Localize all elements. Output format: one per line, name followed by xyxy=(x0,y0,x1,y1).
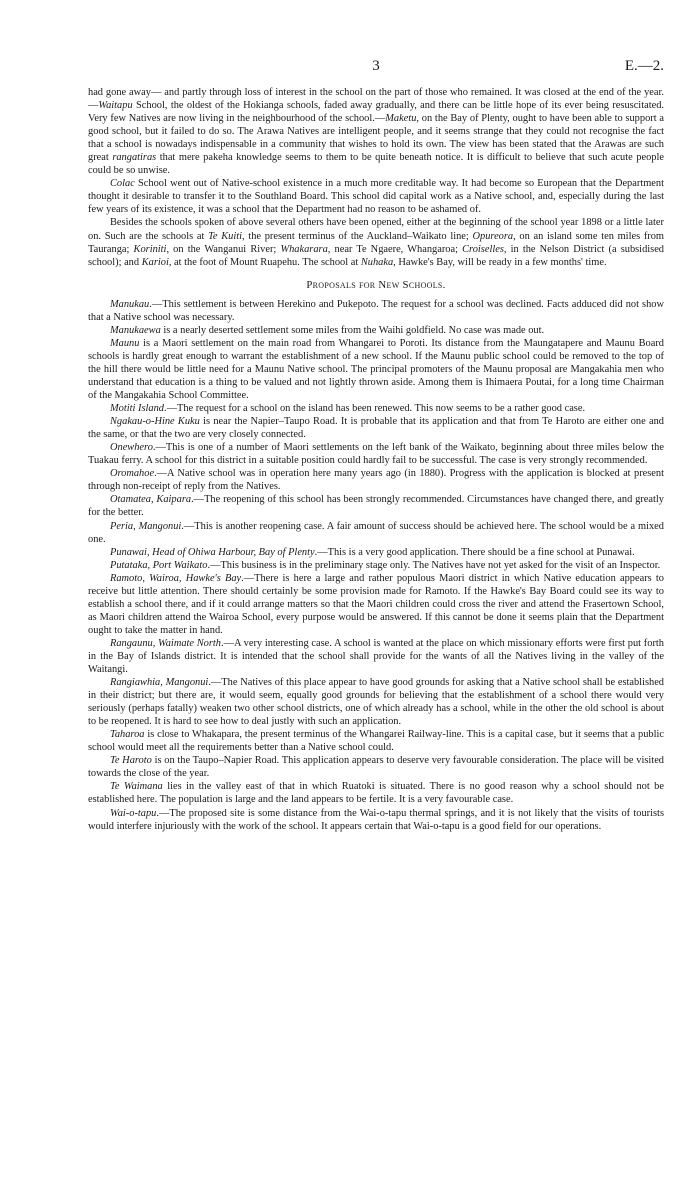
proposals-list xyxy=(88,298,664,833)
body-text: .—The proposed site is some distance from the Wai-o-tapu thermal springs, and it is not likely that the visits of tourists would interfere injuriously with the work of the school. It appears certain that Wai-o-tapu is a good field for our operations. xyxy=(88,807,664,832)
proposal-paragraph xyxy=(88,520,664,546)
italic-text: Punawai, Head of Ohiwa Harbour, Bay of Plenty xyxy=(110,546,315,558)
page-number: 3 xyxy=(372,58,380,74)
body-text: lies in the valley east of that in which Ruatoki is situated. There is no good reason why a school should not be established here. The population is large and the land appears to be fertile. It is a very favourable case. xyxy=(88,781,664,806)
proposal-paragraph xyxy=(88,441,664,467)
italic-text: Manukaewa xyxy=(110,324,161,336)
body-text: is on the Taupo–Napier Road. This application appears to deserve very favourable consideration. The place will be visited towards the close of the year. xyxy=(88,755,664,780)
proposal-paragraph xyxy=(88,780,664,806)
italic-text: Otamatea, Kaipara xyxy=(110,494,192,506)
italic-text: Colac xyxy=(110,178,135,190)
italic-text: Onewhero xyxy=(110,442,153,454)
proposal-paragraph xyxy=(88,546,664,559)
body-text: School, the oldest of the Hokianga schools, faded away gradually, and there can be little hope of its ever being resuscitated. Very few Natives are now living in the neighbourhood of the school.— xyxy=(88,100,664,125)
italic-text: Motiti Island xyxy=(110,403,164,415)
italic-text: Te Haroto xyxy=(110,755,152,767)
proposal-paragraph xyxy=(88,572,664,637)
body-text: , on the Wanganui River; xyxy=(166,243,281,255)
italic-text: rangatiras xyxy=(112,152,157,164)
body-text: , on the Bay of Plenty, ought to have been able to support a good school, but it failed to do so. The Arawa Natives are intelligent people, and it seems strange that they could not recognise the fact that a school is nowadays indispensable in a community that wishes to hold its own. The view has been stated that the Arawas are such great xyxy=(88,113,664,164)
italic-text: Oromahoe xyxy=(110,468,155,480)
body-text: .—This settlement is between Herekino and Pukepoto. The request for a school was declined. Facts adduced did not show that a Native school was necessary. xyxy=(88,298,664,323)
italic-text: Koriniti xyxy=(133,243,167,255)
intro-paragraph-1 xyxy=(88,86,664,177)
body-text: that mere pakeha knowledge seems to them to be quite beneath notice. It is difficult to believe that such acute people could be so unwise. xyxy=(88,152,664,177)
italic-text: Waitapu xyxy=(98,100,133,112)
italic-text: Rangiawhia, Mangonui xyxy=(110,677,209,689)
italic-text: Peria, Mangonui xyxy=(110,520,182,532)
italic-text: Croiselles xyxy=(462,243,504,255)
document-body xyxy=(88,86,664,833)
body-text: , on an island some ten miles from Tauranga; xyxy=(88,230,665,255)
body-text: .—This is a very good application. There should be a fine school at Punawai. xyxy=(314,546,635,558)
proposal-paragraph xyxy=(88,493,664,519)
body-text: Besides the schools spoken of above several others have been opened, either at the beginning of the school year 1898 or a little later on. Such are the schools at xyxy=(88,217,664,242)
italic-text: Karioi xyxy=(141,256,169,268)
body-text: , in the Nelson District (a subsidised school); and xyxy=(88,243,665,268)
body-text: , at the foot of Mount Ruapehu. The school at xyxy=(168,256,361,268)
italic-text: Nuhaka xyxy=(360,256,394,268)
italic-text: Opureora xyxy=(472,230,514,242)
body-text: .—This is another reopening case. A fair amount of success should be achieved here. The school would be a mixed one. xyxy=(88,520,664,545)
italic-text: Manukau xyxy=(110,298,150,310)
proposal-paragraph xyxy=(88,676,664,728)
italic-text: Maunu xyxy=(110,337,140,349)
proposal-paragraph xyxy=(88,467,664,493)
intro-paragraph-2 xyxy=(88,177,664,216)
section-heading: Proposals for New Schools. xyxy=(306,278,446,291)
proposal-paragraph xyxy=(88,402,664,415)
italic-text: Whakarara xyxy=(280,243,328,255)
proposal-paragraph xyxy=(88,754,664,780)
intro-paragraph-3 xyxy=(88,216,664,268)
proposal-paragraph xyxy=(88,728,664,754)
proposal-paragraph xyxy=(88,298,664,324)
body-text: is close to Whakapara, the present terminus of the Whangarei Railway-line. This is a capital case, but it seems that a public school would meet all the requirements better than a Native school could. xyxy=(88,729,664,754)
body-text: .—There is here a large and rather populous Maori district in which Native education appears to receive but little attention. There should certainly be some provision made for Ramoto. If the Hawke's Bay Board could see its way to establish a school there, and if it could arrange matters so that the Maori children could cross the river and attend the Frasertown School, as Maori children attend the Wairoa School, every purpose would be answered. If this cannot be done it seems plain that the Department ought to take the matter in hand. xyxy=(88,572,664,636)
body-text: .—The request for a school on the island has been renewed. This now seems to be a rather good case. xyxy=(163,403,586,415)
proposal-paragraph xyxy=(88,324,664,337)
body-text: .—A very interesting case. A school is wanted at the place on which missionary efforts were first put forth in the Bay of Islands district. It is intended that the school shall provide for the wants of all the Natives living in the valley of the Waitangi. xyxy=(88,637,664,676)
italic-text: Te Waimana xyxy=(110,781,163,793)
italic-text: Ngakau-o-Hine Kuku xyxy=(110,416,200,428)
body-text: , the present terminus of the Auckland–Waikato line; xyxy=(242,230,473,242)
body-text: , Hawke's Bay, will be ready in a few months' time. xyxy=(393,256,607,268)
italic-text: Rangaunu, Waimate North xyxy=(110,637,221,649)
body-text: .—This is one of a number of Maori settlements on the left bank of the Waikato, beginning about three miles below the Tuakau ferry. A school for this district in a suitable position could hardly fail to be successful. The case is very strongly recommended. xyxy=(88,442,664,467)
body-text: is a Maori settlement on the main road from Whangarei to Poroti. Its distance from the Maungatapere and Maunu Board schools is hardly great enough to warrant the establishment of a new school. If the Maunu public school could be removed to the top of the hill there would be little need for a Maunu Native school. The principal promoters of the Maunu proposal are Mangakahia men who understand that education is a thing to be valued and not lightly thrown aside. Among them is Ihimaera Poutai, for a long time Chairman of the Mangakahia School Committee. xyxy=(88,337,664,402)
body-text: .—This business is in the preliminary stage only. The Natives have not yet asked for the visit of an Inspector. xyxy=(207,559,661,571)
document-reference: E.—2. xyxy=(624,58,664,74)
body-text: School went out of Native-school existence in a much more creditable way. It had become so European that the Department thought it desirable to transfer it to the Southland Board. This school did capital work as a Native school, and, especially during the last few years of its existence, it was a school that the Department had no reason to be ashamed of. xyxy=(88,178,664,216)
italic-text: Te Kuiti xyxy=(208,230,242,242)
body-text: .—The Natives of this place appear to have good grounds for asking that a Native school shall be established in their district; but there are, it would seem, equally good grounds for believing that the establishment of a school there would very seriously (perhaps fatally) weaken two other school districts, one of which already has a school, while in the other the old school is about to be reopened. It is hard to see how to deal justly with such an application. xyxy=(88,677,665,728)
body-text: .—A Native school was in operation here many years ago (in 1880). Progress with the application is blocked at present through non-receipt of reply from the Natives. xyxy=(88,468,664,493)
proposal-paragraph xyxy=(88,637,664,676)
body-text: is a nearly deserted settlement some miles from the Waihi goldfield. No case was made out. xyxy=(160,324,545,336)
italic-text: Putataka, Port Waikato xyxy=(110,559,208,571)
body-text: , near Te Ngaere, Whangaroa; xyxy=(327,243,463,255)
page-header xyxy=(88,58,664,78)
body-text: .—The reopening of this school has been strongly recommended. Circumstances have changed there, and greatly for the better. xyxy=(88,494,664,519)
proposal-paragraph xyxy=(88,337,664,402)
proposal-paragraph xyxy=(88,415,664,441)
italic-text: Maketu xyxy=(385,113,417,125)
proposal-paragraph xyxy=(88,807,664,833)
body-text: is near the Napier–Taupo Road. It is probable that its application and that from Te Haroto are either one and the same, or that the two are very closely connected. xyxy=(88,416,665,441)
proposal-paragraph xyxy=(88,559,664,572)
italic-text: Wai-o-tapu xyxy=(110,807,157,819)
body-text: had gone away— and partly through loss of interest in the school on the part of those who remained. It was closed at the end of the year.— xyxy=(88,87,664,112)
italic-text: Taharoa xyxy=(110,729,145,741)
italic-text: Ramoto, Wairoa, Hawke's Bay xyxy=(110,572,242,584)
